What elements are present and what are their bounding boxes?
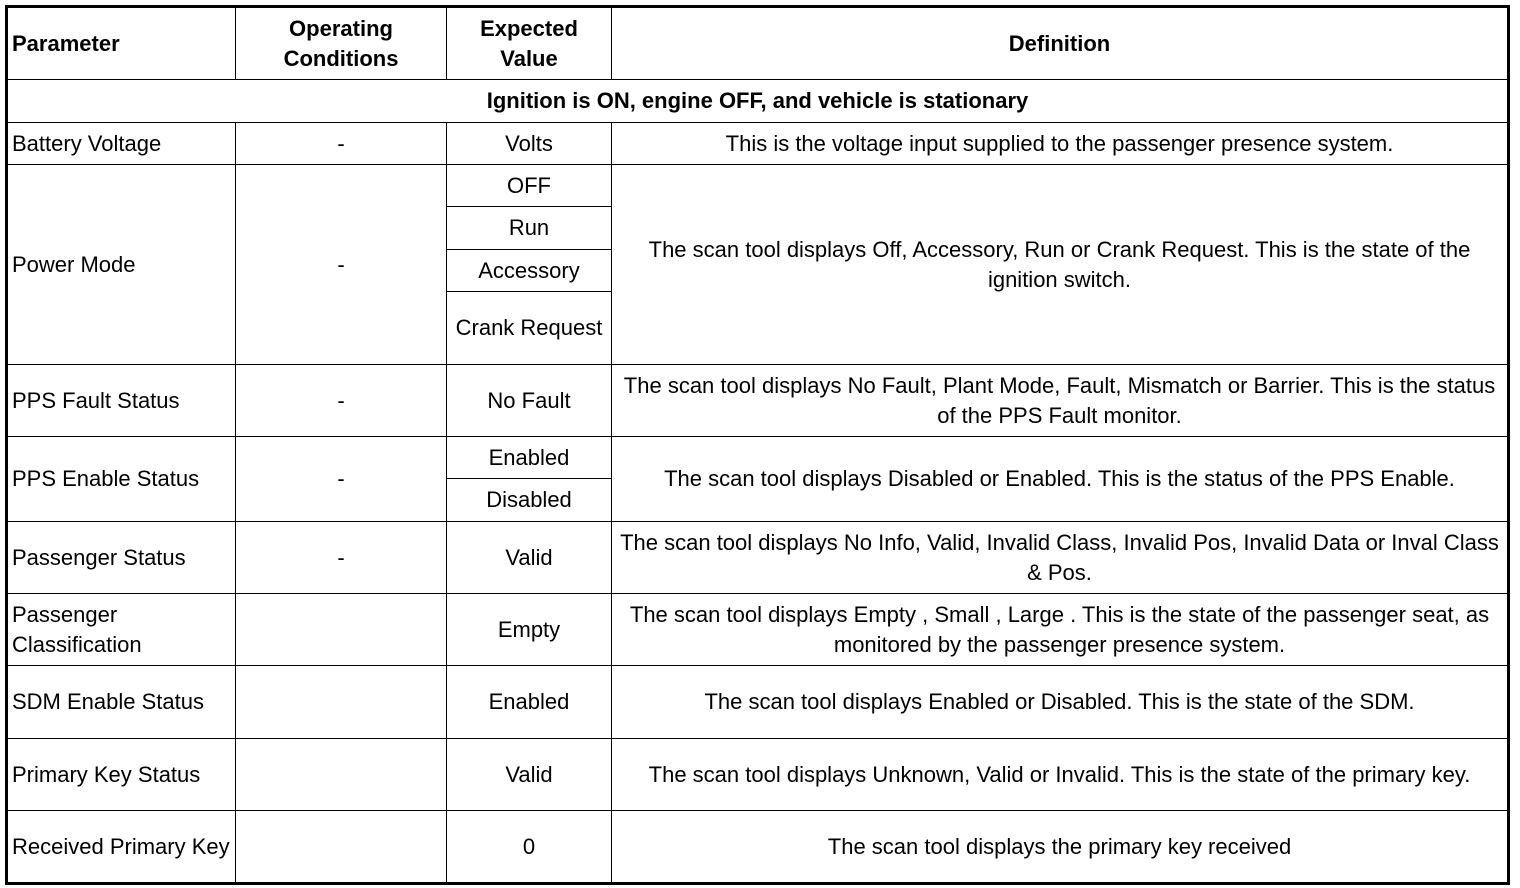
definition-pps-enable-status: The scan tool displays Disabled or Enabled. This is the status of the PPS Enable. (612, 437, 1509, 522)
header-operating-conditions: Operating Conditions (236, 7, 447, 80)
header-parameter: Parameter (7, 7, 236, 80)
value-power-mode-off: OFF (447, 165, 612, 207)
table-row (7, 165, 1509, 207)
definition-passenger-classification: The scan tool displays Empty , Small , Large . This is the state of the passenger seat, as monitored by the passenger presence system. (612, 594, 1509, 666)
value-pps-fault-status: No Fault (447, 365, 612, 437)
value-pps-enable-disabled: Disabled (447, 479, 612, 522)
param-power-mode: Power Mode (7, 165, 236, 365)
value-passenger-status: Valid (447, 522, 612, 594)
value-battery-voltage: Volts (447, 123, 612, 165)
definition-received-primary-key: The scan tool displays the primary key received (612, 811, 1509, 884)
param-pps-fault-status: PPS Fault Status (7, 365, 236, 437)
conditions-battery-voltage: - (236, 123, 447, 165)
definition-pps-fault-status: The scan tool displays No Fault, Plant Mode, Fault, Mismatch or Barrier. This is the status of the PPS Fault monitor. (612, 365, 1509, 437)
table-row (7, 666, 1509, 739)
header-row (7, 7, 1509, 80)
table-row (7, 811, 1509, 884)
conditions-received-primary-key (236, 811, 447, 884)
table-row (7, 437, 1509, 479)
value-passenger-classification: Empty (447, 594, 612, 666)
definition-primary-key-status: The scan tool displays Unknown, Valid or Invalid. This is the state of the primary key. (612, 739, 1509, 811)
param-pps-enable-status: PPS Enable Status (7, 437, 236, 522)
table-row (7, 522, 1509, 594)
param-sdm-enable-status: SDM Enable Status (7, 666, 236, 739)
table-row (7, 123, 1509, 165)
conditions-sdm-enable-status (236, 666, 447, 739)
header-definition: Definition (612, 7, 1509, 80)
definition-passenger-status: The scan tool displays No Info, Valid, Invalid Class, Invalid Pos, Invalid Data or Inval Class & Pos. (612, 522, 1509, 594)
param-battery-voltage: Battery Voltage (7, 123, 236, 165)
table-row (7, 365, 1509, 437)
definition-sdm-enable-status: The scan tool displays Enabled or Disabled. This is the state of the SDM. (612, 666, 1509, 739)
section-title: Ignition is ON, engine OFF, and vehicle is stationary (7, 80, 1509, 123)
value-power-mode-accessory: Accessory (447, 250, 612, 292)
conditions-pps-fault-status: - (236, 365, 447, 437)
definition-power-mode: The scan tool displays Off, Accessory, Run or Crank Request. This is the state of the ignition switch. (612, 165, 1509, 365)
param-passenger-classification: Passenger Classification (7, 594, 236, 666)
section-row (7, 80, 1509, 123)
value-pps-enable-enabled: Enabled (447, 437, 612, 479)
value-power-mode-run: Run (447, 207, 612, 250)
table-row (7, 594, 1509, 666)
value-sdm-enable-status: Enabled (447, 666, 612, 739)
conditions-primary-key-status (236, 739, 447, 811)
conditions-passenger-classification (236, 594, 447, 666)
param-primary-key-status: Primary Key Status (7, 739, 236, 811)
param-passenger-status: Passenger Status (7, 522, 236, 594)
value-primary-key-status: Valid (447, 739, 612, 811)
param-received-primary-key: Received Primary Key (7, 811, 236, 884)
table-row (7, 739, 1509, 811)
parameter-table (5, 5, 1510, 885)
conditions-power-mode: - (236, 165, 447, 365)
conditions-pps-enable-status: - (236, 437, 447, 522)
conditions-passenger-status: - (236, 522, 447, 594)
definition-battery-voltage: This is the voltage input supplied to the passenger presence system. (612, 123, 1509, 165)
value-received-primary-key: 0 (447, 811, 612, 884)
value-power-mode-crank-request: Crank Request (447, 292, 612, 365)
header-expected-value: Expected Value (447, 7, 612, 80)
